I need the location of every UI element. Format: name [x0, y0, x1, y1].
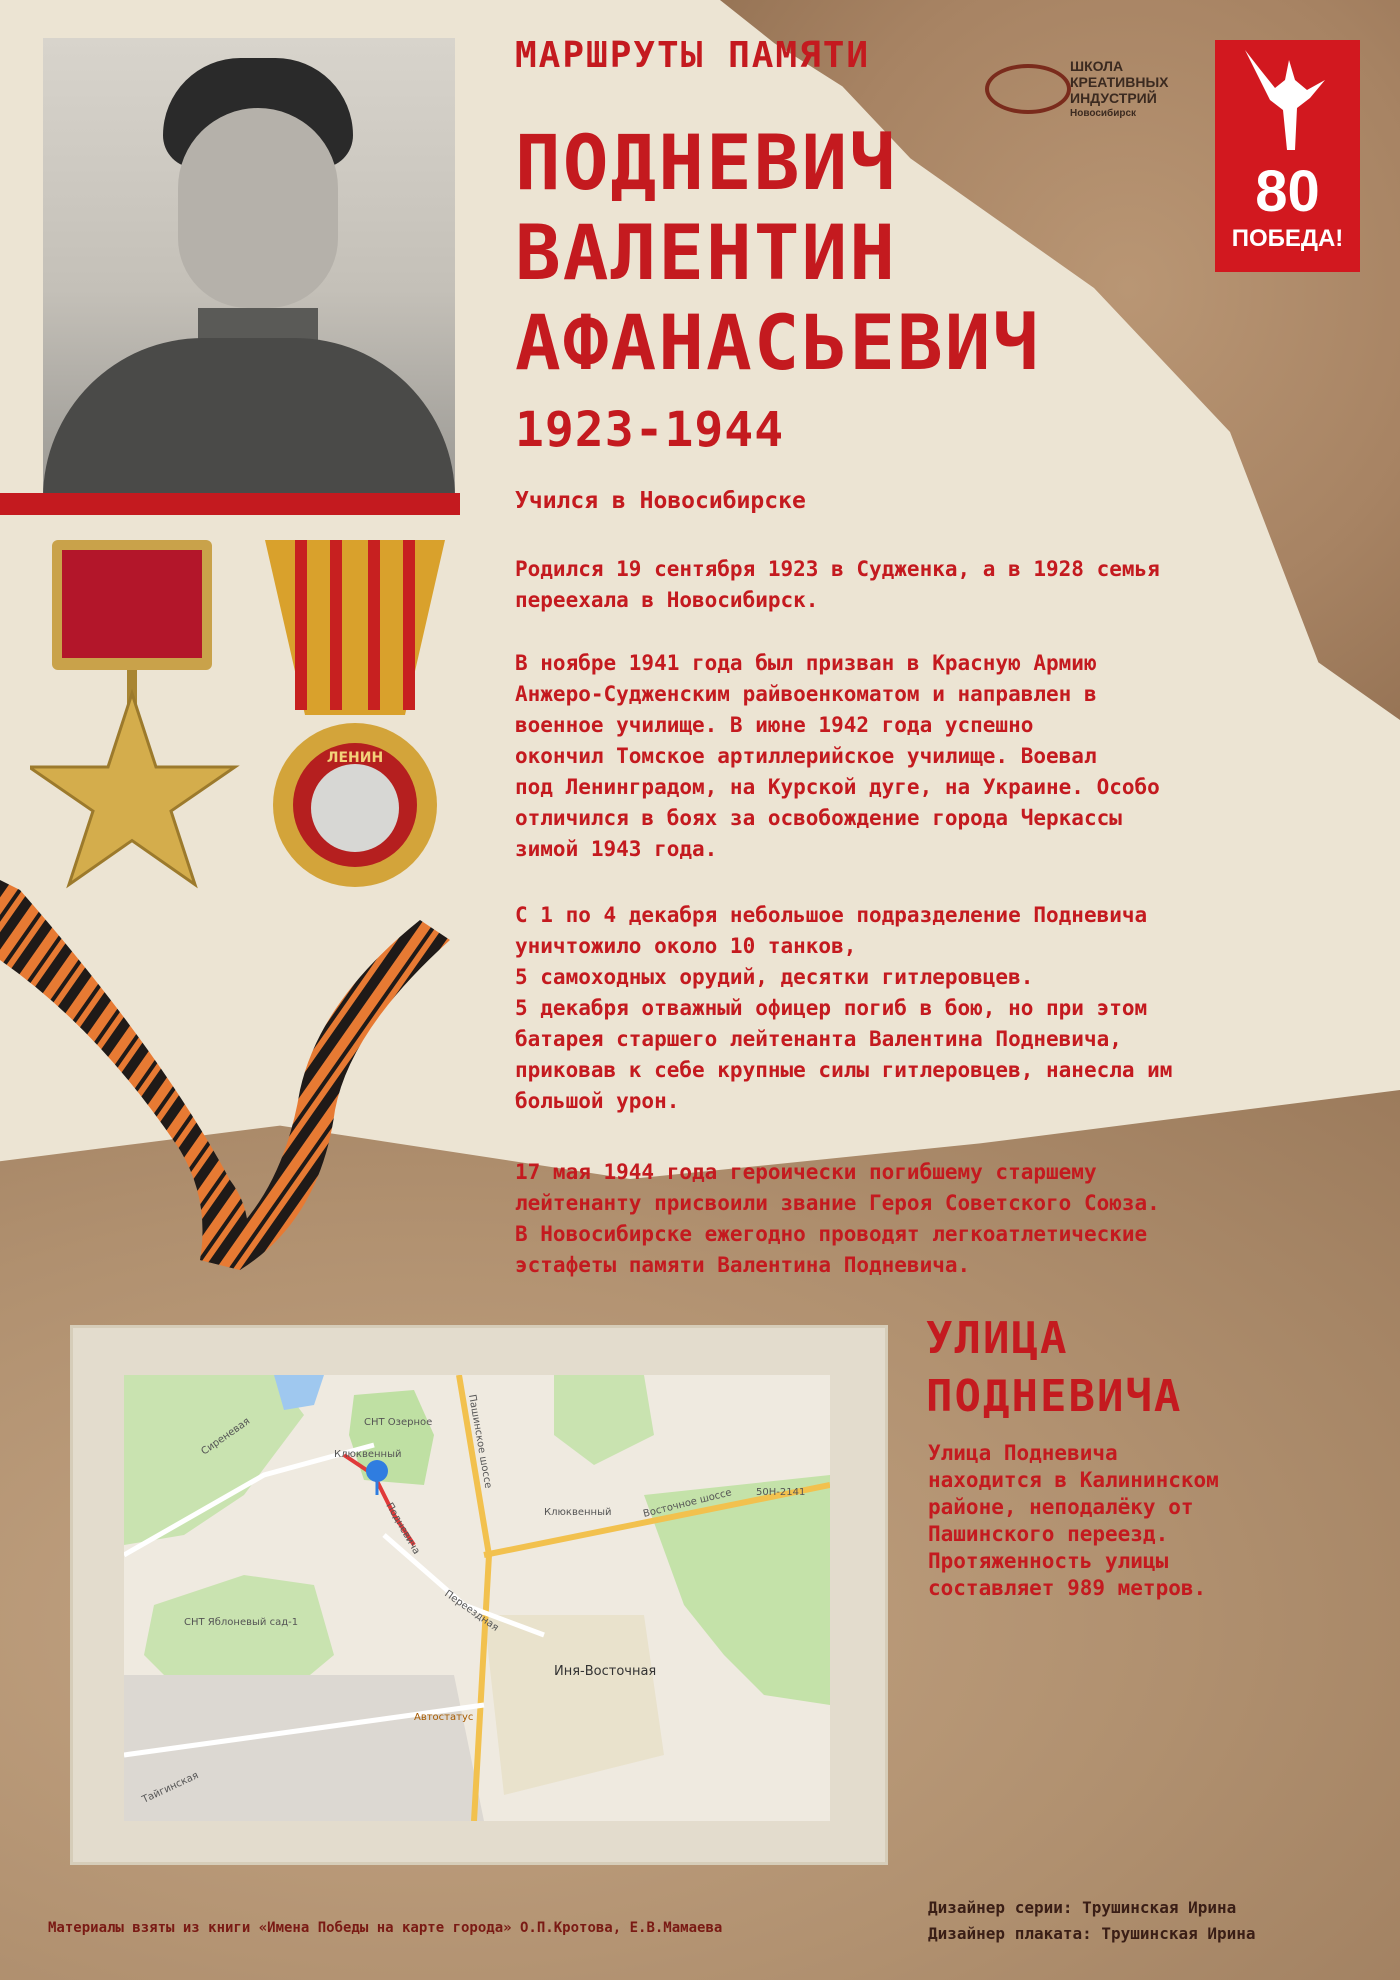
bio-line: 5 декабря отважный офицер погиб в бою, но при этом [515, 996, 1148, 1020]
map-label: Сиреневая [199, 1415, 253, 1458]
street-desc-line: Улица Подневича [928, 1441, 1118, 1465]
bio-line: окончил Томское артиллерийское училище. Воевал [515, 744, 1097, 768]
school-logo-ring-icon [985, 64, 1071, 114]
map-label: Клюквенный [334, 1449, 402, 1460]
street-title [926, 1310, 1182, 1426]
map-label: Переездная [442, 1588, 501, 1634]
gold-star-medal-icon [30, 540, 260, 900]
street-title-line2: ПОДНЕВИЧА [926, 1371, 1183, 1422]
bio-line: отличился в боях за освобождение города Черкассы [515, 806, 1122, 830]
street-desc-line: районе, неподалёку от [928, 1495, 1194, 1519]
map-label: Пашинское шоссе [466, 1393, 494, 1490]
street-title-line1: УЛИЦА [926, 1313, 1069, 1364]
map-label: Восточное шоссе [642, 1487, 733, 1520]
victory-80-badge [1215, 40, 1360, 272]
school-logo-city: Новосибирск [1070, 108, 1137, 119]
school-logo-line3: ИНДУСТРИЙ [1070, 90, 1157, 106]
portrait-red-bar [0, 493, 460, 515]
motherland-statue-icon [1215, 40, 1360, 160]
street-map[interactable] [124, 1375, 830, 1821]
school-logo [985, 58, 1195, 118]
street-desc-line: Протяженность улицы [928, 1549, 1169, 1573]
map-label: СНТ Яблоневый сад-1 [184, 1617, 299, 1628]
hero-name-line1: ПОДНЕВИЧ [515, 118, 898, 207]
badge-word: ПОБЕДА! [1231, 225, 1344, 252]
badge-number: 80 [1255, 159, 1320, 224]
map-label: СНТ Озерное [364, 1417, 433, 1428]
bio-line: эстафеты памяти Валентина Подневича. [515, 1253, 971, 1277]
bio-line: С 1 по 4 декабря небольшое подразделение Подневича [515, 903, 1148, 927]
credits [928, 1895, 1256, 1947]
street-desc-line: находится в Калининском [928, 1468, 1219, 1492]
studied-note: Учился в Новосибирске [515, 488, 806, 514]
map-marker-icon[interactable] [366, 1460, 388, 1495]
bio-line: батарея старшего лейтенанта Валентина Подневича, [515, 1027, 1122, 1051]
source-note: Материалы взяты из книги «Имена Победы на карте города» О.П.Кротова, Е.В.Мамаева [48, 1920, 723, 1936]
map-label: Тайгинская [140, 1770, 201, 1806]
school-logo-line1: ШКОЛА [1070, 58, 1124, 74]
map-label: Клюквенный [544, 1507, 612, 1518]
map-label: Иня-Восточная [554, 1664, 657, 1679]
life-years: 1923-1944 [515, 402, 785, 458]
portrait-photo [43, 38, 455, 496]
lenin-inscription: ЛЕНИН [326, 750, 384, 766]
bio-line: большой урон. [515, 1089, 680, 1113]
bio-line: Анжеро-Судженским райвоенкоматом и направлен в [515, 682, 1097, 706]
bio-line: В ноябре 1941 года был призван в Красную Армию [515, 651, 1097, 675]
hero-name-line2: ВАЛЕНТИН [515, 208, 898, 297]
credit-poster: Дизайнер плаката: Трушинская Ирина [928, 1924, 1256, 1943]
credit-series: Дизайнер серии: Трушинская Ирина [928, 1898, 1237, 1917]
bio-line: лейтенанту присвоили звание Героя Советского Союза. [515, 1191, 1160, 1215]
bio-line: зимой 1943 года. [515, 837, 718, 861]
bio-line: 5 самоходных орудий, десятки гитлеровцев. [515, 965, 1034, 989]
series-title: МАРШРУТЫ ПАМЯТИ [515, 35, 871, 76]
map-label: Подневича [383, 1501, 422, 1557]
bio-line: 17 мая 1944 года героически погибшему старшему [515, 1160, 1097, 1184]
st-george-ribbon-icon [0, 880, 460, 1280]
school-logo-line2: КРЕАТИВНЫХ [1070, 74, 1169, 90]
bio-line: уничтожило около 10 танков, [515, 934, 857, 958]
bio-line: под Ленинградом, на Курской дуге, на Украине. Особо [515, 775, 1160, 799]
bio-line: В Новосибирске ежегодно проводят легкоатлетические [515, 1222, 1148, 1246]
map-label: Автостатус [414, 1712, 474, 1723]
hero-name-line3: АФАНАСЬЕВИЧ [515, 298, 1041, 387]
bio-line: Родился 19 сентября 1923 в Судженка, а в 1928 семья [515, 557, 1160, 581]
street-desc-line: составляет 989 метров. [928, 1576, 1207, 1600]
order-of-lenin-icon [255, 540, 455, 900]
bio-line: приковав к себе крупные силы гитлеровцев, нанесла им [515, 1058, 1173, 1082]
bio-line: переехала в Новосибирск. [515, 588, 819, 612]
street-desc-line: Пашинского переезд. [928, 1522, 1169, 1546]
hero-name [515, 118, 1115, 388]
bio-line: военное училище. В июне 1942 года успешно [515, 713, 1034, 737]
street-description [928, 1440, 1308, 1602]
map-label: 50Н-2141 [756, 1487, 806, 1498]
